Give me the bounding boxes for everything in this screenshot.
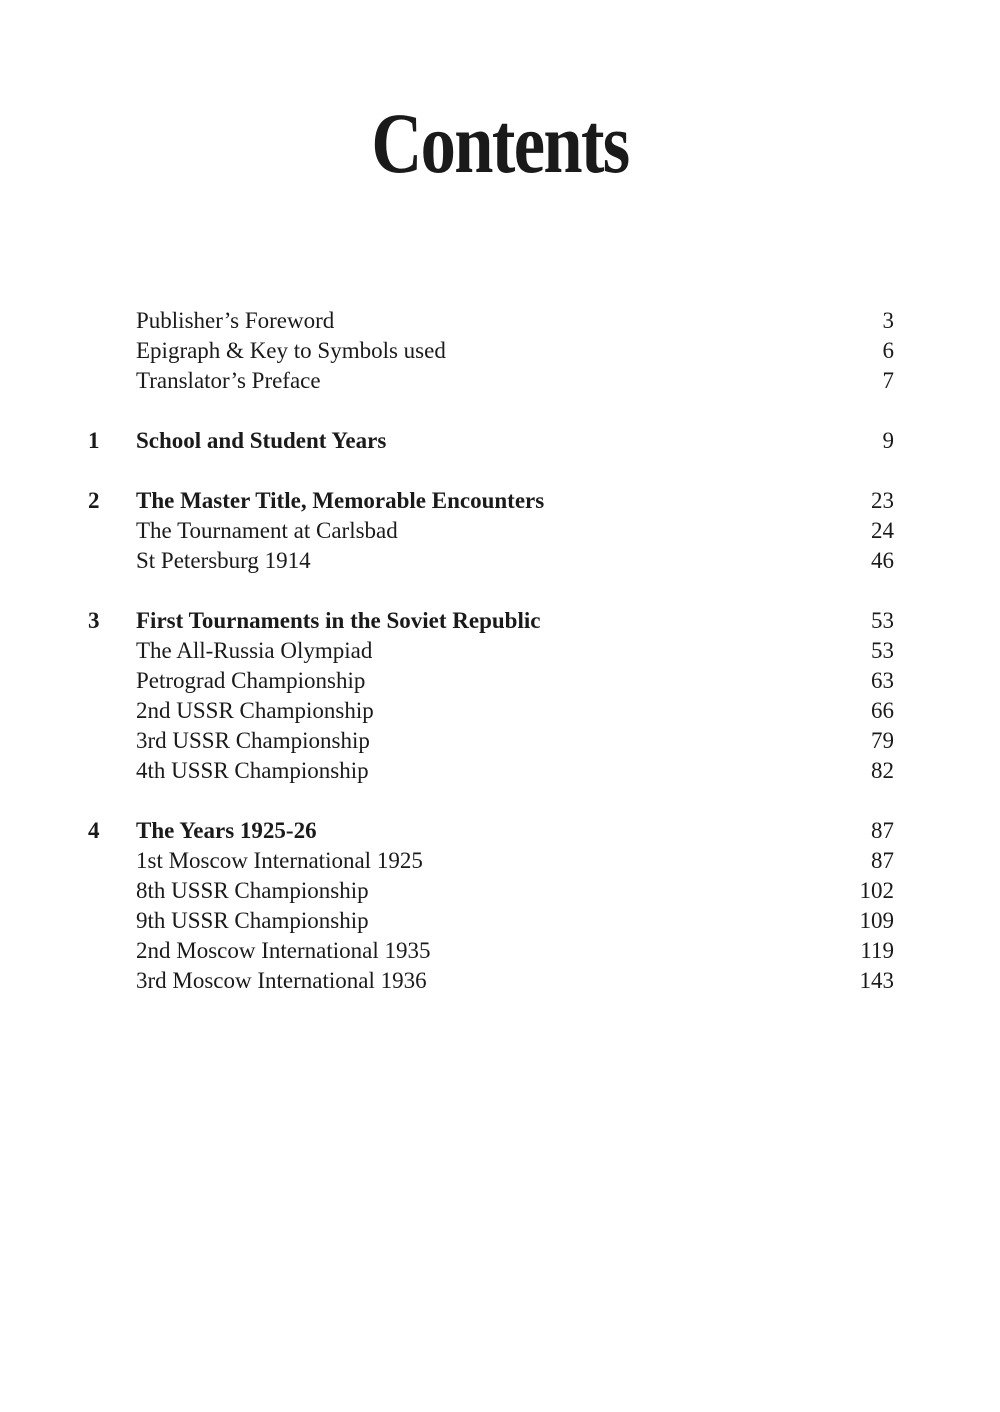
toc-entry-title: School and Student Years <box>136 428 387 453</box>
toc-entry-title: The Tournament at Carlsbad <box>136 518 398 543</box>
toc-page-number: 66 <box>871 698 894 723</box>
toc-page-number: 6 <box>882 338 894 363</box>
toc-page-number: 23 <box>871 488 894 513</box>
toc-page-number: 46 <box>871 548 894 573</box>
toc-entry-title: Translator’s Preface <box>136 368 321 393</box>
toc-entry-row[interactable] <box>0 906 1000 936</box>
toc-group <box>0 306 1000 396</box>
toc-entry-title: 4th USSR Championship <box>136 758 369 783</box>
toc-page-number: 7 <box>882 368 894 393</box>
toc-entry-row[interactable] <box>0 846 1000 876</box>
toc-page-number: 82 <box>871 758 894 783</box>
toc-chapter-row[interactable] <box>0 486 1000 516</box>
toc-group <box>0 486 1000 576</box>
toc-entry-title: The Years 1925-26 <box>136 818 317 843</box>
toc-entry-row[interactable] <box>0 666 1000 696</box>
toc-entry-title: 1st Moscow International 1925 <box>136 848 423 873</box>
toc-chapter-row[interactable] <box>0 426 1000 456</box>
toc-group <box>0 816 1000 996</box>
toc-page-number: 119 <box>860 938 894 963</box>
toc-entry-title: 8th USSR Championship <box>136 878 369 903</box>
toc-entry-title: 2nd USSR Championship <box>136 698 374 723</box>
table-of-contents <box>0 306 1000 1026</box>
toc-page-number: 87 <box>871 848 894 873</box>
toc-page-number: 79 <box>871 728 894 753</box>
toc-page-number: 9 <box>882 428 894 453</box>
toc-entry-row[interactable] <box>0 876 1000 906</box>
toc-chapter-row[interactable] <box>0 606 1000 636</box>
toc-entry-title: First Tournaments in the Soviet Republic <box>136 608 541 633</box>
toc-entry-title: Petrograd Championship <box>136 668 366 693</box>
toc-group <box>0 606 1000 786</box>
toc-page-number: 63 <box>871 668 894 693</box>
toc-page-number: 143 <box>859 968 894 993</box>
toc-entry-title: Epigraph & Key to Symbols used <box>136 338 446 363</box>
toc-page-number: 24 <box>871 518 894 543</box>
toc-entry-title: 3rd Moscow International 1936 <box>136 968 427 993</box>
toc-entry-row[interactable] <box>0 636 1000 666</box>
toc-entry-title: St Petersburg 1914 <box>136 548 311 573</box>
toc-chapter-row[interactable] <box>0 816 1000 846</box>
toc-entry-title: The All-Russia Olympiad <box>136 638 373 663</box>
toc-page-number: 109 <box>859 908 894 933</box>
toc-entry-row[interactable] <box>0 516 1000 546</box>
toc-entry-row[interactable] <box>0 306 1000 336</box>
toc-entry-row[interactable] <box>0 366 1000 396</box>
toc-entry-title: 9th USSR Championship <box>136 908 369 933</box>
toc-entry-row[interactable] <box>0 966 1000 996</box>
toc-entry-row[interactable] <box>0 936 1000 966</box>
toc-page-number: 53 <box>871 608 894 633</box>
toc-entry-title: Publisher’s Foreword <box>136 308 335 333</box>
page-title: Contents <box>371 95 629 191</box>
toc-chapter-number: 2 <box>88 488 100 513</box>
toc-group <box>0 426 1000 456</box>
toc-page-number: 3 <box>882 308 894 333</box>
toc-entry-row[interactable] <box>0 546 1000 576</box>
toc-page-number: 87 <box>871 818 894 843</box>
toc-chapter-number: 3 <box>88 608 100 633</box>
toc-entry-row[interactable] <box>0 726 1000 756</box>
toc-entry-row[interactable] <box>0 696 1000 726</box>
toc-chapter-number: 4 <box>88 818 100 843</box>
toc-entry-row[interactable] <box>0 336 1000 366</box>
toc-page-number: 53 <box>871 638 894 663</box>
toc-entry-title: 2nd Moscow International 1935 <box>136 938 431 963</box>
toc-chapter-number: 1 <box>88 428 100 453</box>
toc-page-number: 102 <box>859 878 894 903</box>
toc-entry-title: 3rd USSR Championship <box>136 728 370 753</box>
toc-entry-row[interactable] <box>0 756 1000 786</box>
toc-entry-title: The Master Title, Memorable Encounters <box>136 488 545 513</box>
